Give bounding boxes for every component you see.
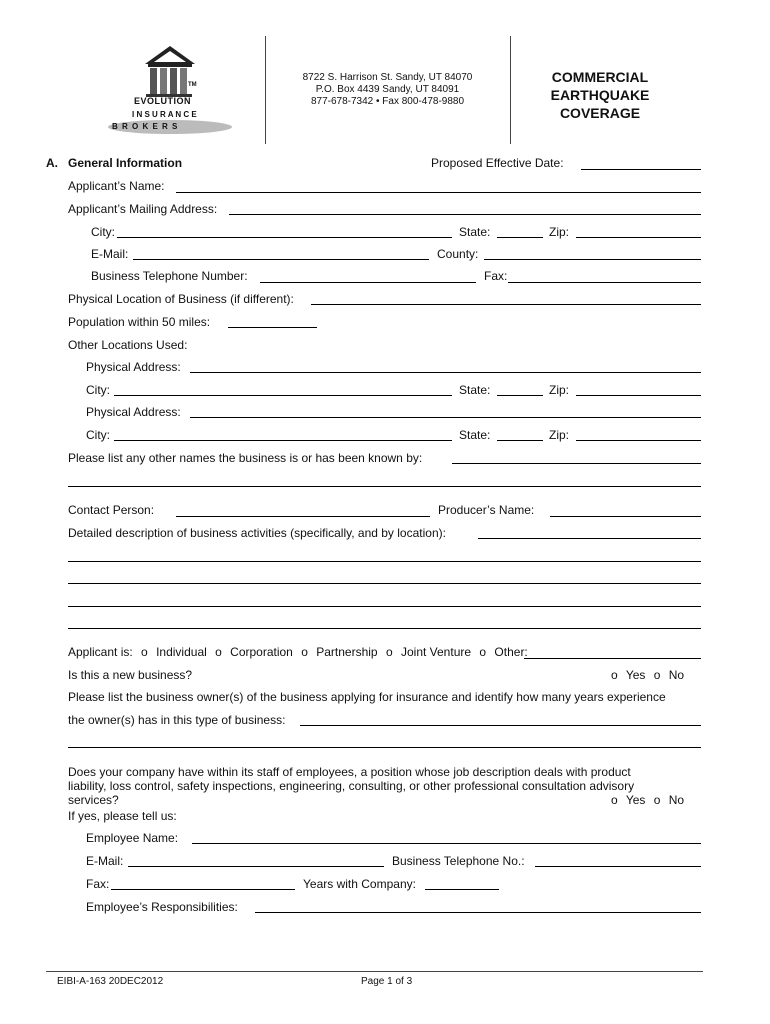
mailing-address-field[interactable]	[229, 214, 701, 215]
location-1-zip-label: Zip:	[549, 383, 570, 397]
mailing-address-label: Applicant’s Mailing Address:	[68, 202, 218, 216]
owners-field-line-2[interactable]	[68, 747, 701, 748]
contact-person-field[interactable]	[176, 516, 430, 517]
if-yes-label: If yes, please tell us:	[68, 809, 177, 823]
employee-email-label: E-Mail:	[86, 854, 124, 868]
location-2-city-field[interactable]	[114, 440, 452, 441]
city-field[interactable]	[117, 237, 452, 238]
employee-phone-field[interactable]	[535, 866, 701, 867]
entity-partnership-label: Partnership	[316, 645, 378, 659]
header-divider-right	[510, 36, 511, 144]
years-with-company-label: Years with Company:	[303, 877, 416, 891]
employee-fax-field[interactable]	[111, 889, 295, 890]
new-business-options	[611, 668, 689, 682]
radio-individual[interactable]: o	[141, 645, 148, 659]
footer-rule	[46, 971, 703, 972]
other-names-label: Please list any other names the business is or has been known by:	[68, 451, 423, 465]
business-phone-label: Business Telephone Number:	[91, 269, 248, 283]
owners-label-line-2: the owner(s) has in this type of business:	[68, 713, 286, 727]
form-title	[515, 68, 685, 122]
radio-other[interactable]: o	[479, 645, 487, 659]
location-1-state-field[interactable]	[497, 395, 543, 396]
logo-line-insurance: I N S U R A N C E	[132, 110, 197, 119]
title-line-3: COVERAGE	[559, 105, 641, 121]
logo-tm: TM	[188, 82, 197, 88]
employee-name-label: Employee Name:	[86, 831, 179, 845]
description-field-line-5[interactable]	[68, 628, 701, 629]
entity-corporation-label: Corporation	[230, 645, 293, 659]
description-field-line-3[interactable]	[68, 583, 701, 584]
physical-address-1-field[interactable]	[190, 372, 701, 373]
effective-date-label: Proposed Effective Date:	[431, 156, 564, 170]
header-divider-left	[265, 36, 266, 144]
other-names-field-line-2[interactable]	[68, 486, 701, 487]
new-business-no-label: No	[668, 668, 685, 682]
zip-field[interactable]	[576, 237, 701, 238]
section-title: General Information	[68, 156, 183, 170]
owners-field[interactable]	[300, 725, 701, 726]
email-field[interactable]	[133, 259, 429, 260]
location-2-state-label: State:	[459, 428, 491, 442]
entity-type-row	[68, 645, 533, 659]
radio-partnership[interactable]: o	[301, 645, 308, 659]
location-1-state-label: State:	[459, 383, 491, 397]
state-label: State:	[459, 225, 491, 239]
business-phone-field[interactable]	[260, 282, 476, 283]
responsibilities-field[interactable]	[255, 912, 701, 913]
effective-date-field[interactable]	[581, 169, 701, 170]
staff-question: Does your company have within its staff of employees, a position whose job description deals with product liability, loss control, safety inspections, engineering, consulting, or other professional consultation advisory services?	[68, 765, 635, 807]
location-2-state-field[interactable]	[497, 440, 543, 441]
radio-staff-yes[interactable]: o	[611, 793, 618, 807]
county-field[interactable]	[484, 259, 701, 260]
radio-new-business-yes[interactable]: o	[611, 668, 618, 682]
radio-staff-no[interactable]: o	[653, 793, 661, 807]
title-line-2: EARTHQUAKE	[550, 87, 650, 103]
employee-fax-label: Fax:	[86, 877, 110, 891]
other-locations-label: Other Locations Used:	[68, 338, 188, 352]
applicant-is-label: Applicant is:	[68, 645, 133, 659]
physical-location-label: Physical Location of Business (if different):	[68, 292, 294, 306]
physical-address-2-field[interactable]	[190, 417, 701, 418]
description-field-line-4[interactable]	[68, 606, 701, 607]
producer-name-field[interactable]	[550, 516, 701, 517]
page-number: Page 1 of 3	[361, 976, 413, 987]
physical-address-2-label: Physical Address:	[86, 405, 181, 419]
state-field[interactable]	[497, 237, 543, 238]
new-business-yes-label: Yes	[625, 668, 646, 682]
address-line-1: 8722 S. Harrison St. Sandy, UT 84070	[302, 72, 473, 83]
entity-other-label: Other:	[494, 645, 528, 659]
location-1-zip-field[interactable]	[576, 395, 701, 396]
zip-label: Zip:	[549, 225, 570, 239]
producer-name-label: Producer’s Name:	[438, 503, 535, 517]
county-label: County:	[437, 247, 479, 261]
description-label: Detailed description of business activities (specifically, and by location):	[68, 526, 446, 540]
description-field[interactable]	[478, 538, 701, 539]
employee-name-field[interactable]	[192, 843, 701, 844]
applicant-name-field[interactable]	[176, 192, 701, 193]
description-field-line-2[interactable]	[68, 561, 701, 562]
location-1-city-field[interactable]	[114, 395, 452, 396]
applicant-name-label: Applicant’s Name:	[68, 179, 165, 193]
location-1-city-label: City:	[86, 383, 110, 397]
phone-fax-line: 877-678-7342 • Fax 800-478-9880	[310, 96, 465, 107]
staff-question-options	[611, 793, 689, 807]
location-2-zip-label: Zip:	[549, 428, 570, 442]
email-label: E-Mail:	[91, 247, 129, 261]
radio-new-business-no[interactable]: o	[653, 668, 661, 682]
location-2-city-label: City:	[86, 428, 110, 442]
staff-yes-label: Yes	[625, 793, 646, 807]
new-business-label: Is this a new business?	[68, 668, 193, 682]
logo-line-evolution: EVOLUTION	[134, 96, 192, 106]
physical-location-field[interactable]	[311, 304, 701, 305]
employee-phone-label: Business Telephone No.:	[392, 854, 525, 868]
building-columns-icon	[140, 44, 200, 100]
company-logo	[100, 40, 240, 140]
title-line-1: COMMERCIAL	[551, 69, 649, 85]
radio-joint-venture[interactable]: o	[385, 645, 393, 659]
other-names-field[interactable]	[452, 463, 701, 464]
location-2-zip-field[interactable]	[576, 440, 701, 441]
form-id: EIBI-A-163 20DEC2012	[57, 976, 164, 987]
fax-label: Fax:	[484, 269, 508, 283]
owners-label-line-1: Please list the business owner(s) of the business applying for insurance and identify how many years experience	[68, 690, 666, 704]
entity-other-field[interactable]	[524, 658, 701, 659]
employee-email-field[interactable]	[128, 866, 384, 867]
fax-field[interactable]	[508, 282, 701, 283]
contact-person-label: Contact Person:	[68, 503, 155, 517]
header-address	[275, 72, 500, 108]
staff-no-label: No	[668, 793, 685, 807]
entity-joint-venture-label: Joint Venture	[400, 645, 472, 659]
physical-address-1-label: Physical Address:	[86, 360, 181, 374]
city-label: City:	[91, 225, 115, 239]
entity-individual-label: Individual	[156, 645, 207, 659]
population-field[interactable]	[228, 327, 317, 328]
section-letter: A.	[46, 156, 58, 170]
radio-corporation[interactable]: o	[215, 645, 222, 659]
years-with-company-field[interactable]	[425, 889, 499, 890]
population-label: Population within 50 miles:	[68, 315, 211, 329]
address-line-2: P.O. Box 4439 Sandy, UT 84091	[315, 84, 460, 95]
logo-line-brokers: B R O K E R S	[112, 122, 179, 131]
responsibilities-label: Employee’s Responsibilities:	[86, 900, 238, 914]
